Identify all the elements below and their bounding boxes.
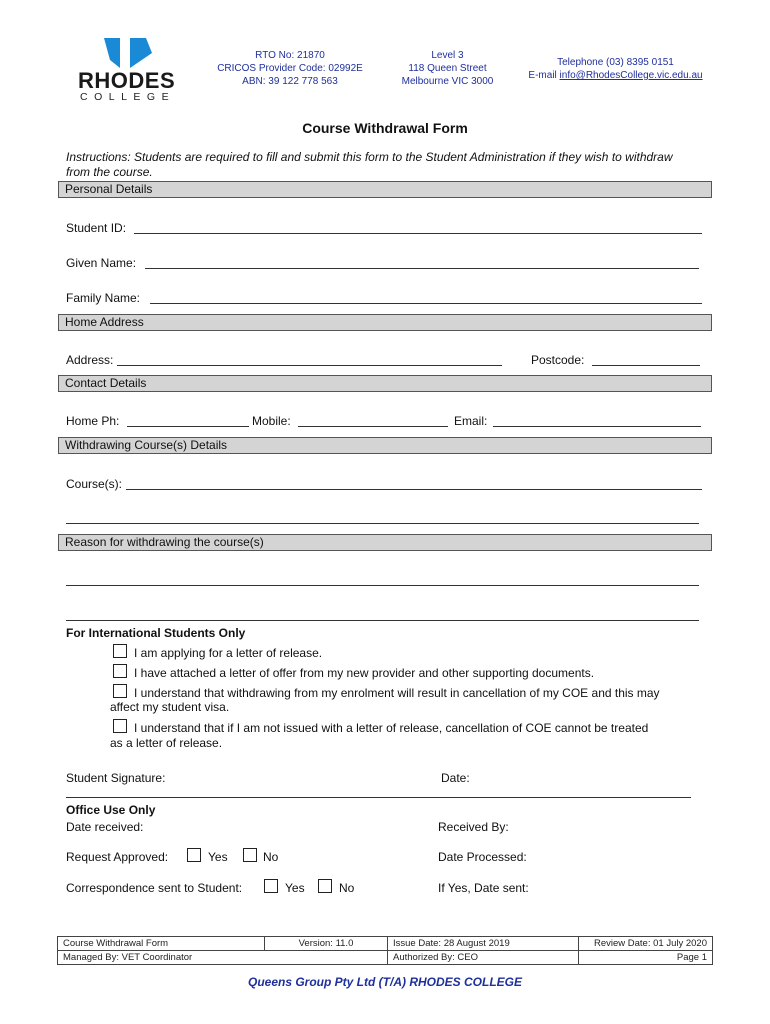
footer-issue-date: Issue Date: 28 August 2019 [388, 937, 579, 951]
instructions: Instructions: Students are required to fill and submit this form to the Student Administration if they wish to withdraw from the course. [66, 150, 673, 179]
rhodes-logo-icon [100, 38, 156, 68]
phone: Telephone (03) 8395 0151 [557, 57, 674, 68]
email-label: Email: [454, 414, 488, 428]
approved-yes-checkbox[interactable] [187, 848, 201, 862]
section-reason: Reason for withdrawing the course(s) [58, 534, 712, 551]
section-contact-details: Contact Details [58, 375, 712, 392]
footer-page: Page 1 [579, 951, 713, 965]
logo-name: RHODES [78, 68, 176, 93]
given-name-field[interactable] [145, 268, 699, 269]
header-address [385, 49, 510, 88]
approved-no-checkbox[interactable] [243, 848, 257, 862]
logo-sub: COLLEGE [80, 91, 176, 103]
student-id-label: Student ID: [66, 221, 127, 235]
correspondence-no-label: No [339, 881, 355, 895]
email-line [518, 69, 713, 82]
courses-field[interactable] [126, 489, 702, 490]
postcode-field[interactable] [592, 365, 700, 366]
email-link[interactable]: info@RhodesCollege.vic.edu.au [559, 70, 703, 81]
courses-label: Course(s): [66, 477, 123, 491]
section-personal-details: Personal Details [58, 181, 712, 198]
correspondence-yes-checkbox[interactable] [264, 879, 278, 893]
correspondence-yes-label: Yes [285, 881, 305, 895]
address-line-3: Melbourne VIC 3000 [401, 76, 494, 87]
abn: ABN: 39 122 778 563 [242, 76, 338, 87]
footer-version: Version: 11.0 [265, 937, 388, 951]
given-name-label: Given Name: [66, 256, 137, 270]
request-approved-label: Request Approved: [66, 850, 169, 864]
signature-date-label: Date: [441, 771, 470, 785]
release-letter-text: I am applying for a letter of release. [134, 646, 323, 660]
family-name-label: Family Name: [66, 291, 141, 305]
date-processed-label: Date Processed: [438, 850, 527, 864]
reason-field-line-2[interactable] [66, 620, 699, 621]
coe-cancellation-text-2: affect my student visa. [110, 700, 230, 714]
email-field[interactable] [493, 426, 701, 427]
footer-form-name: Course Withdrawal Form [58, 937, 265, 951]
received-by-label: Received By: [438, 820, 509, 834]
student-id-field[interactable] [134, 233, 702, 234]
offer-letter-checkbox[interactable] [113, 664, 127, 678]
rto-number: RTO No: 21870 [255, 50, 325, 61]
form-title: Course Withdrawal Form [302, 120, 468, 136]
footer-table [57, 936, 713, 965]
approved-no-label: No [263, 850, 279, 864]
address-line-2: 118 Queen Street [408, 63, 487, 74]
section-home-address: Home Address [58, 314, 712, 331]
correspondence-label: Correspondence sent to Student: [66, 881, 243, 895]
no-release-text: I understand that if I am not issued with a letter of release, cancellation of COE cannot be treated [134, 721, 649, 735]
footer-managed-by: Managed By: VET Coordinator [58, 951, 388, 965]
coe-cancellation-checkbox[interactable] [113, 684, 127, 698]
footer-review-date: Review Date: 01 July 2020 [579, 937, 713, 951]
mobile-label: Mobile: [252, 414, 291, 428]
courses-field-line-2[interactable] [66, 523, 699, 524]
address-label: Address: [66, 353, 114, 367]
coe-cancellation-text: I understand that withdrawing from my enrolment will result in cancellation of my COE and this may [134, 686, 660, 700]
no-release-text-2: as a letter of release. [110, 736, 223, 750]
header-registration [205, 49, 375, 88]
section-course-details: Withdrawing Course(s) Details [58, 437, 712, 454]
family-name-field[interactable] [150, 303, 702, 304]
signature-label: Student Signature: [66, 771, 166, 785]
if-yes-date-label: If Yes, Date sent: [438, 881, 529, 895]
address-line-1: Level 3 [431, 50, 464, 61]
email-prefix: E-mail [528, 70, 560, 81]
postcode-label: Postcode: [531, 353, 585, 367]
mobile-field[interactable] [298, 426, 448, 427]
no-release-checkbox[interactable] [113, 719, 127, 733]
approved-yes-label: Yes [208, 850, 228, 864]
correspondence-no-checkbox[interactable] [318, 879, 332, 893]
date-received-label: Date received: [66, 820, 144, 834]
footer-authorized-by: Authorized By: CEO [388, 951, 579, 965]
signature-field[interactable] [66, 797, 691, 798]
header-contact [518, 56, 713, 82]
office-use-heading: Office Use Only [66, 803, 156, 817]
home-phone-field[interactable] [127, 426, 249, 427]
offer-letter-text: I have attached a letter of offer from my new provider and other supporting documents. [134, 666, 595, 680]
cricos-code: CRICOS Provider Code: 02992E [217, 63, 363, 74]
home-phone-label: Home Ph: [66, 414, 120, 428]
college-logo [78, 38, 188, 104]
international-heading: For International Students Only [66, 626, 246, 640]
reason-field-line-1[interactable] [66, 585, 699, 586]
address-field[interactable] [117, 365, 502, 366]
release-letter-checkbox[interactable] [113, 644, 127, 658]
footer-company: Queens Group Pty Ltd (T/A) RHODES COLLEGE [247, 975, 522, 989]
